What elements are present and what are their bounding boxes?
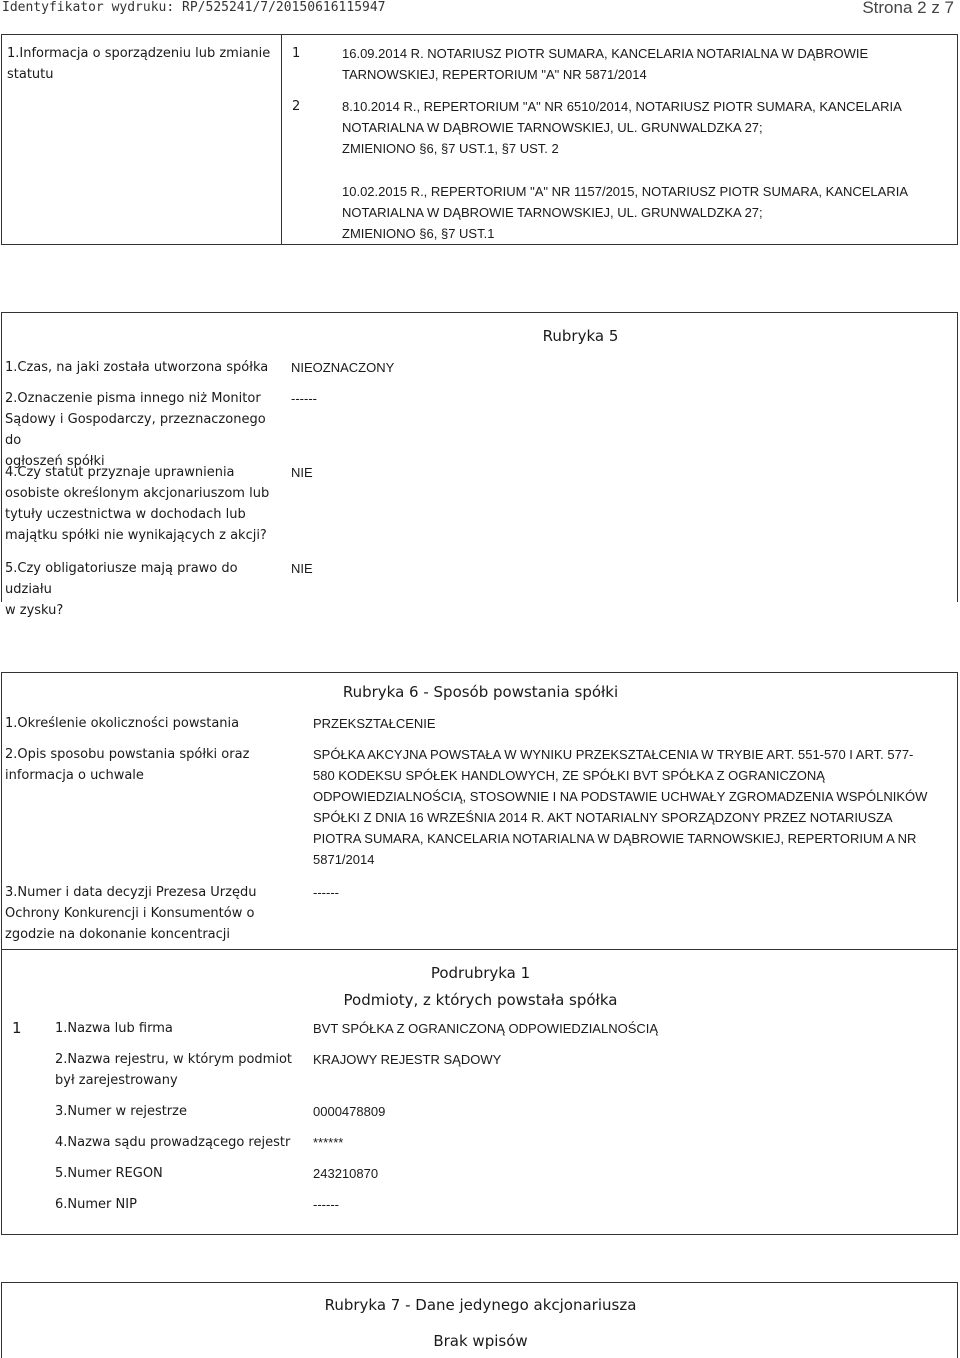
podrubryka-divider: [2, 949, 957, 950]
podmiot-value: ------: [313, 1197, 339, 1212]
statute-info-section: [1, 34, 958, 245]
podmiot-value: KRAJOWY REJESTR SĄDOWY: [313, 1052, 502, 1067]
r6-label: 1.Określenie okoliczności powstania: [5, 716, 240, 731]
podmiot-label: 2.Nazwa rejestru, w którym podmiot był zarejestrowany: [55, 1052, 292, 1088]
rubryka-7-title: Rubryka 7 - Dane jedynego akcjonariusza: [324, 1296, 637, 1314]
podmiot-label: 5.Numer REGON: [55, 1166, 163, 1181]
r6-value: PRZEKSZTAŁCENIE: [313, 716, 436, 731]
r6-value: SPÓŁKA AKCYJNA POWSTAŁA W WYNIKU PRZEKSZTAŁCENIA W TRYBIE ART. 551-570 I ART. 577- 580 KODEKSU SPÓŁEK HANDLOWYCH, ZE SPÓŁKI BVT SPÓŁKA Z OGRANICZONĄ ODPOWIEDZIALNOŚCIĄ, STOSOWNIE I NA PODSTAWIE UCHWAŁY ZGROMADZENIA WSPÓLNIKÓW SPÓŁKI Z DNIA 16 WRZEŚNIA 2014 R. AKT NOTARIALNY SPORZĄDZONY PRZEZ NOTARIUSZA PIOTRA SUMARA, KANCELARIA NOTARIALNA W DĄBROWIE TARNOWSKIEJ, REPERTORIUM A NR 5871/2014: [313, 747, 928, 867]
podrubryka-1-title: Podrubryka 1 Podmioty, z których powstała spółka: [343, 964, 618, 1009]
r5-value: NIE: [291, 561, 313, 576]
statute-entry: 16.09.2014 R. NOTARIUSZ PIOTR SUMARA, KANCELARIA NOTARIALNA W DĄBROWIE TARNOWSKIEJ, REPERTORIUM "A" NR 5871/2014: [342, 46, 869, 82]
r6-value: ------: [313, 885, 339, 900]
podmiot-label: 4.Nazwa sądu prowadzącego rejestr: [55, 1135, 291, 1150]
r5-label: 4.Czy statut przyznaje uprawnienia osobiste określonym akcjonariuszom lub tytuły uczestnictwa w dochodach lub majątku spółki nie wynikających z akcji?: [5, 465, 270, 543]
entry-number: 2: [292, 99, 301, 114]
rubryka-5-section: [1, 312, 958, 618]
podmiot-value: 0000478809: [313, 1104, 386, 1119]
statute-entry: 8.10.2014 R., REPERTORIUM "A" NR 6510/2014, NOTARIUSZ PIOTR SUMARA, KANCELARIA NOTARIALNA W DĄBROWIE TARNOWSKIEJ, UL. GRUNWALDZKA 27; ZMIENIONO §6, §7 UST.1, §7 UST. 2: [342, 99, 902, 156]
r5-value: NIEOZNACZONY: [291, 360, 395, 375]
r6-label: 2.Opis sposobu powstania spółki oraz informacja o uchwale: [5, 747, 250, 783]
rubryka-6-section: [1, 672, 958, 1235]
podmiot-value: ******: [313, 1135, 344, 1150]
podmiot-label: 6.Numer NIP: [55, 1197, 137, 1212]
r5-value: ------: [291, 391, 317, 406]
podmiot-label: 1.Nazwa lub firma: [55, 1021, 173, 1036]
r5-label: 2.Oznaczenie pisma innego niż Monitor Sądowy i Gospodarczy, przeznaczonego do ogłoszeń spółki: [5, 391, 266, 469]
rubryka-7-status: Brak wpisów: [433, 1332, 528, 1350]
statute-entry: 10.02.2015 R., REPERTORIUM "A" NR 1157/2015, NOTARIUSZ PIOTR SUMARA, KANCELARIA NOTARIALNA W DĄBROWIE TARNOWSKIEJ, UL. GRUNWALDZKA 27; ZMIENIONO §6, §7 UST.1: [342, 184, 909, 241]
rubryka-5-title: Rubryka 5: [542, 327, 619, 345]
statute-label: 1.Informacja o sporządzeniu lub zmianie statutu: [7, 46, 271, 82]
print-header: [0, 0, 960, 22]
r5-label: 5.Czy obligatoriusze mają prawo do udziału w zysku?: [5, 561, 238, 618]
page-number: Strona 2 z 7: [862, 0, 954, 17]
podmiot-value: BVT SPÓŁKA Z OGRANICZONĄ ODPOWIEDZIALNOŚCIĄ: [313, 1021, 659, 1036]
podmiot-index: 1: [12, 1019, 22, 1037]
r6-label: 3.Numer i data decyzji Prezesa Urzędu Ochrony Konkurencji i Konsumentów o zgodzie na dokonanie koncentracji: [5, 885, 257, 942]
statute-divider: [281, 35, 282, 244]
podmiot-value: 243210870: [313, 1166, 379, 1181]
podmiot-label: 3.Numer w rejestrze: [55, 1104, 187, 1119]
rubryka-6-title: Rubryka 6 - Sposób powstania spółki: [342, 683, 619, 701]
r5-value: NIE: [291, 465, 313, 480]
entry-number: 1: [292, 46, 301, 61]
rubryka-7-section: [1, 1282, 958, 1358]
print-identifier: Identyfikator wydruku: RP/525241/7/20150616115947: [2, 0, 386, 15]
r5-label: 1.Czas, na jaki została utworzona spółka: [5, 360, 269, 375]
